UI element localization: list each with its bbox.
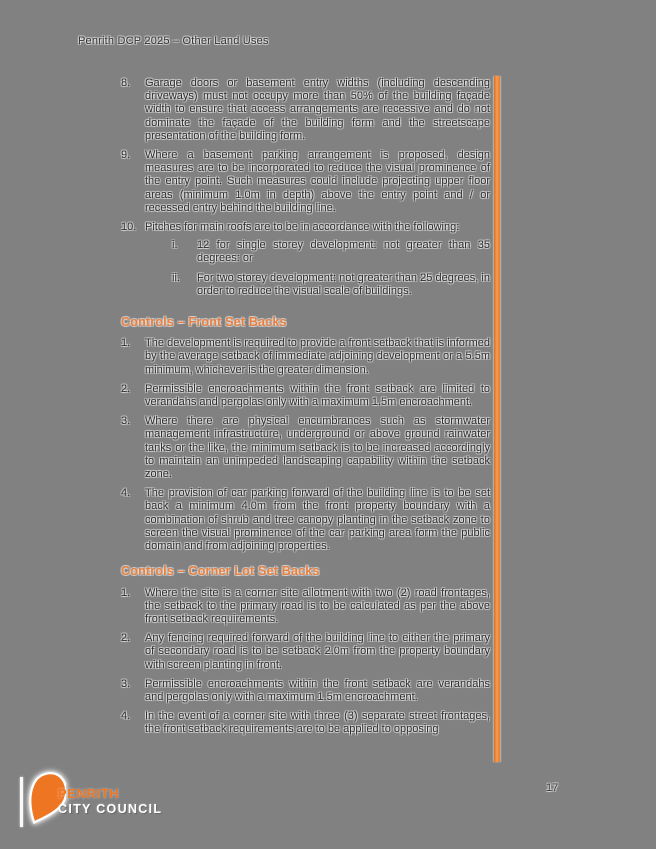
list-marker: 3.	[121, 415, 131, 428]
list-item-text: Any fencing required forward of the building line to either the primary of secondary road is to be setback 2.0m from the property boundary with screen planting in front.	[145, 632, 490, 671]
list-item	[121, 415, 490, 481]
list-item-body	[145, 487, 490, 553]
list-item-body	[145, 221, 490, 304]
list-item	[121, 710, 490, 736]
numbered-list	[121, 77, 490, 304]
list-marker: 9.	[121, 149, 131, 162]
list-item	[121, 77, 490, 143]
list-item-text: Where a basement parking arrangement is proposed, design measures are to be incorporated to reduce the visual prominence of the entry point. Such measures could include projecting upper floor areas (minimum 1.0m in depth) above the entry point and / or recessed entry behind the building line.	[145, 149, 490, 214]
numbered-list	[121, 337, 490, 553]
logo-wordmark	[58, 786, 162, 816]
list-item	[121, 587, 490, 627]
document-title-header: Penrith DCP 2025 – Other Land Uses	[78, 35, 269, 47]
list-item-text: Where there are physical encumbrances such as stormwater management infrastructure, underground or above ground rainwater tanks or the like, the minimum setback is to be increased accordingly to maintain an unimpeded landscaping capability within the setback zone.	[145, 415, 490, 481]
sub-list-item	[172, 272, 490, 298]
list-item-text: Permissible encroachments within the front setback are limited to verandahs and pergolas only with a maximum 1.5m encroachment.	[145, 382, 490, 409]
list-marker: 1.	[121, 337, 131, 350]
document-content	[121, 77, 490, 743]
list-marker: 3.	[121, 677, 131, 690]
logo-name-city-council: CITY COUNCIL	[58, 802, 163, 816]
list-item-body	[145, 632, 490, 672]
list-item-text: The development is required to provide a front setback that is informed by the average setback of immediate adjoining development or a 5.5m minimum, whichever is the greater dimension.	[145, 337, 490, 376]
list-item-body	[145, 678, 490, 704]
list-marker: 1.	[121, 586, 131, 599]
list-item-body	[145, 383, 490, 409]
section-heading: Controls – Corner Lot Set Backs	[121, 564, 320, 579]
list-marker: 10.	[121, 221, 137, 234]
list-item-text: Where the site is a corner site allotment with two (2) road frontages, the setback to the primary road is to be calculated as per the above front setback requirements.	[145, 586, 490, 625]
page-number: 17	[546, 782, 559, 794]
list-item-body	[145, 149, 490, 215]
list-item-body	[145, 587, 490, 627]
penrith-city-council-logo	[18, 764, 178, 834]
list-item	[121, 383, 490, 409]
sub-list-text: For two storey development: not greater than 25 degrees, in order to reduce the visual scale of buildings.	[197, 271, 490, 297]
list-marker: 2.	[121, 382, 131, 395]
list-item-body	[145, 710, 490, 736]
list-item-text: Pitches for main roofs are to be in accordance with the following:	[145, 221, 460, 234]
sub-list-item	[172, 239, 490, 265]
list-item-body	[145, 415, 490, 481]
list-item-text: In the event of a corner site with three (3) separate street frontages, the front setback requirements are to be applied to opposing	[145, 710, 490, 736]
list-item	[121, 337, 490, 377]
list-item-body	[145, 77, 490, 143]
list-marker: 2.	[121, 632, 131, 645]
sub-list-marker: i.	[172, 239, 178, 252]
roman-sub-list	[145, 239, 490, 298]
list-item	[121, 487, 490, 553]
list-item	[121, 221, 490, 304]
list-item-body	[145, 337, 490, 377]
sub-list-text: 12 for single storey development: not greater than 35 degrees: or	[197, 239, 490, 265]
list-marker: 8.	[121, 77, 131, 89]
logo-divider-rule	[20, 777, 23, 827]
numbered-list	[121, 587, 490, 737]
section-heading: Controls – Front Set Backs	[121, 315, 287, 330]
list-item-text: Permissible encroachments within the front setback are verandahs and pergolas only with a maximum 1.5m encroachment.	[145, 677, 490, 703]
list-item	[121, 678, 490, 704]
list-item-text: The provision of car parking forward of the building line is to be set back a minimum 4.0m from the front property boundary with a combination of shrub and tree canopy planting in the setback zone to screen the visual prominence of the car parking area form the public domain and from adjoining properties.	[145, 487, 490, 553]
sub-list-marker: ii.	[172, 271, 180, 284]
list-marker: 4.	[121, 710, 131, 723]
list-item-text: Garage doors or basement entry widths (including descending driveways) must not occupy more than 50% of the building façade width to ensure that access arrangements are recessive and do not dominate the façade of the building form and the streetscape presentation of the building form.	[145, 77, 490, 142]
list-item	[121, 632, 490, 672]
list-marker: 4.	[121, 487, 131, 500]
list-item	[121, 149, 490, 215]
revision-change-bar	[494, 76, 500, 762]
logo-name-penrith: PENRITH	[58, 786, 120, 801]
